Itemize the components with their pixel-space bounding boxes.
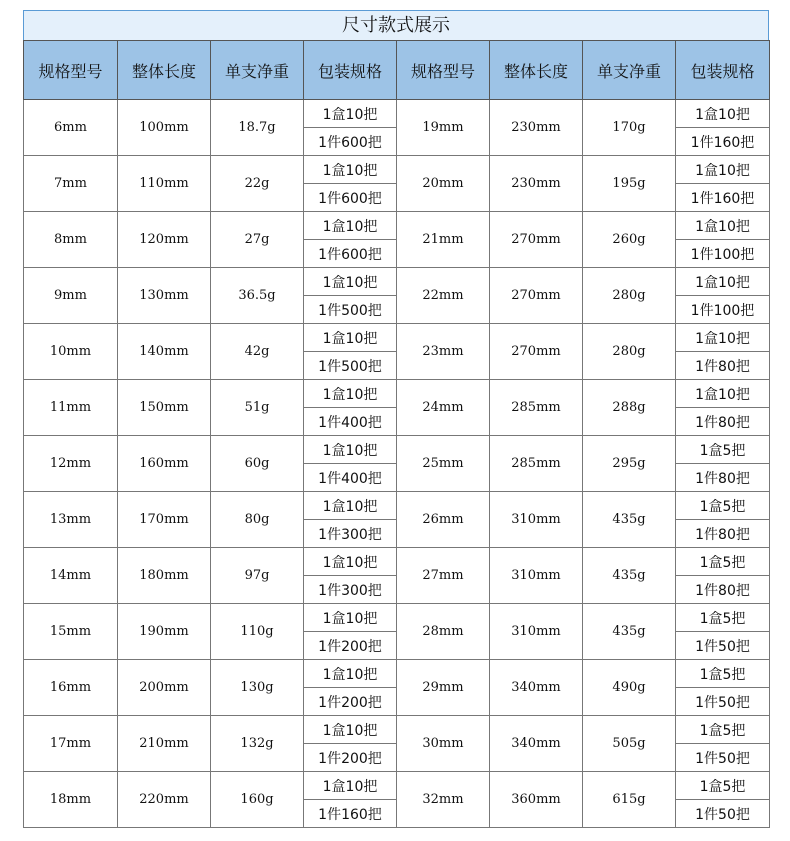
table-row [24, 604, 770, 632]
packaging-case-cell: 1件80把 [676, 352, 770, 380]
weight-cell: 22g [211, 156, 304, 212]
length-cell: 210mm [118, 716, 211, 772]
weight-cell: 60g [211, 436, 304, 492]
length-cell: 100mm [118, 100, 211, 156]
table-row [24, 492, 770, 520]
header-model: 规格型号 [24, 41, 118, 100]
model-cell: 17mm [24, 716, 118, 772]
packaging-case-cell: 1件80把 [676, 576, 770, 604]
packaging-box-cell: 1盒5把 [676, 436, 770, 464]
packaging-case-cell: 1件400把 [304, 464, 397, 492]
packaging-case-cell: 1件160把 [304, 800, 397, 828]
weight-cell: 80g [211, 492, 304, 548]
length-cell: 285mm [490, 380, 583, 436]
length-cell: 340mm [490, 716, 583, 772]
packaging-case-cell: 1件100把 [676, 296, 770, 324]
length-cell: 160mm [118, 436, 211, 492]
length-cell: 180mm [118, 548, 211, 604]
weight-cell: 36.5g [211, 268, 304, 324]
header-row [24, 41, 770, 100]
weight-cell: 260g [583, 212, 676, 268]
packaging-case-cell: 1件400把 [304, 408, 397, 436]
weight-cell: 490g [583, 660, 676, 716]
table-row [24, 436, 770, 464]
packaging-box-cell: 1盒10把 [304, 380, 397, 408]
packaging-case-cell: 1件80把 [676, 464, 770, 492]
weight-cell: 280g [583, 324, 676, 380]
spec-sheet [23, 10, 769, 828]
packaging-box-cell: 1盒10把 [304, 436, 397, 464]
packaging-box-cell: 1盒10把 [676, 268, 770, 296]
packaging-box-cell: 1盒10把 [304, 100, 397, 128]
weight-cell: 42g [211, 324, 304, 380]
packaging-box-cell: 1盒10把 [676, 324, 770, 352]
packaging-box-cell: 1盒10把 [304, 604, 397, 632]
packaging-case-cell: 1件500把 [304, 352, 397, 380]
length-cell: 140mm [118, 324, 211, 380]
length-cell: 230mm [490, 156, 583, 212]
packaging-box-cell: 1盒10把 [676, 212, 770, 240]
weight-cell: 435g [583, 492, 676, 548]
model-cell: 22mm [397, 268, 490, 324]
packaging-box-cell: 1盒10把 [304, 212, 397, 240]
packaging-box-cell: 1盒10把 [304, 716, 397, 744]
weight-cell: 160g [211, 772, 304, 828]
length-cell: 110mm [118, 156, 211, 212]
model-cell: 10mm [24, 324, 118, 380]
weight-cell: 97g [211, 548, 304, 604]
length-cell: 310mm [490, 492, 583, 548]
packaging-box-cell: 1盒5把 [676, 660, 770, 688]
model-cell: 27mm [397, 548, 490, 604]
length-cell: 285mm [490, 436, 583, 492]
model-cell: 18mm [24, 772, 118, 828]
packaging-box-cell: 1盒10把 [304, 772, 397, 800]
weight-cell: 18.7g [211, 100, 304, 156]
model-cell: 23mm [397, 324, 490, 380]
model-cell: 14mm [24, 548, 118, 604]
packaging-box-cell: 1盒5把 [676, 716, 770, 744]
header-weight: 单支净重 [583, 41, 676, 100]
packaging-case-cell: 1件80把 [676, 408, 770, 436]
model-cell: 29mm [397, 660, 490, 716]
model-cell: 6mm [24, 100, 118, 156]
table-row [24, 156, 770, 184]
model-cell: 20mm [397, 156, 490, 212]
length-cell: 270mm [490, 212, 583, 268]
packaging-case-cell: 1件300把 [304, 520, 397, 548]
packaging-case-cell: 1件160把 [676, 184, 770, 212]
header-packaging: 包装规格 [304, 41, 397, 100]
length-cell: 360mm [490, 772, 583, 828]
model-cell: 30mm [397, 716, 490, 772]
weight-cell: 130g [211, 660, 304, 716]
weight-cell: 288g [583, 380, 676, 436]
packaging-box-cell: 1盒10把 [676, 380, 770, 408]
model-cell: 8mm [24, 212, 118, 268]
packaging-case-cell: 1件160把 [676, 128, 770, 156]
length-cell: 150mm [118, 380, 211, 436]
table-row [24, 212, 770, 240]
packaging-case-cell: 1件300把 [304, 576, 397, 604]
weight-cell: 132g [211, 716, 304, 772]
length-cell: 170mm [118, 492, 211, 548]
header-packaging: 包装规格 [676, 41, 770, 100]
header-weight: 单支净重 [211, 41, 304, 100]
model-cell: 13mm [24, 492, 118, 548]
model-cell: 9mm [24, 268, 118, 324]
table-row [24, 716, 770, 744]
model-cell: 24mm [397, 380, 490, 436]
length-cell: 270mm [490, 324, 583, 380]
length-cell: 120mm [118, 212, 211, 268]
weight-cell: 110g [211, 604, 304, 660]
model-cell: 16mm [24, 660, 118, 716]
packaging-box-cell: 1盒10把 [304, 324, 397, 352]
packaging-box-cell: 1盒10把 [304, 660, 397, 688]
length-cell: 310mm [490, 548, 583, 604]
header-model: 规格型号 [397, 41, 490, 100]
weight-cell: 435g [583, 548, 676, 604]
packaging-case-cell: 1件200把 [304, 744, 397, 772]
table-body [24, 100, 770, 828]
length-cell: 130mm [118, 268, 211, 324]
table-row [24, 324, 770, 352]
packaging-box-cell: 1盒10把 [304, 156, 397, 184]
model-cell: 7mm [24, 156, 118, 212]
length-cell: 190mm [118, 604, 211, 660]
weight-cell: 280g [583, 268, 676, 324]
table-row [24, 380, 770, 408]
packaging-case-cell: 1件200把 [304, 632, 397, 660]
length-cell: 220mm [118, 772, 211, 828]
length-cell: 230mm [490, 100, 583, 156]
weight-cell: 170g [583, 100, 676, 156]
weight-cell: 435g [583, 604, 676, 660]
length-cell: 340mm [490, 660, 583, 716]
table-title: 尺寸款式展示 [23, 10, 769, 40]
weight-cell: 615g [583, 772, 676, 828]
packaging-box-cell: 1盒10把 [676, 156, 770, 184]
packaging-box-cell: 1盒10把 [304, 548, 397, 576]
packaging-case-cell: 1件200把 [304, 688, 397, 716]
packaging-case-cell: 1件50把 [676, 800, 770, 828]
length-cell: 270mm [490, 268, 583, 324]
model-cell: 25mm [397, 436, 490, 492]
model-cell: 32mm [397, 772, 490, 828]
packaging-box-cell: 1盒10把 [304, 492, 397, 520]
packaging-box-cell: 1盒5把 [676, 548, 770, 576]
weight-cell: 505g [583, 716, 676, 772]
table-row [24, 100, 770, 128]
packaging-case-cell: 1件600把 [304, 240, 397, 268]
packaging-box-cell: 1盒5把 [676, 604, 770, 632]
table-row [24, 772, 770, 800]
packaging-case-cell: 1件50把 [676, 688, 770, 716]
packaging-case-cell: 1件80把 [676, 520, 770, 548]
model-cell: 12mm [24, 436, 118, 492]
packaging-box-cell: 1盒5把 [676, 772, 770, 800]
packaging-case-cell: 1件50把 [676, 632, 770, 660]
table-row [24, 268, 770, 296]
packaging-case-cell: 1件50把 [676, 744, 770, 772]
model-cell: 11mm [24, 380, 118, 436]
model-cell: 26mm [397, 492, 490, 548]
weight-cell: 195g [583, 156, 676, 212]
weight-cell: 51g [211, 380, 304, 436]
model-cell: 21mm [397, 212, 490, 268]
table-row [24, 548, 770, 576]
weight-cell: 295g [583, 436, 676, 492]
packaging-box-cell: 1盒5把 [676, 492, 770, 520]
weight-cell: 27g [211, 212, 304, 268]
packaging-box-cell: 1盒10把 [304, 268, 397, 296]
model-cell: 15mm [24, 604, 118, 660]
packaging-case-cell: 1件500把 [304, 296, 397, 324]
packaging-case-cell: 1件100把 [676, 240, 770, 268]
table-row [24, 660, 770, 688]
model-cell: 19mm [397, 100, 490, 156]
header-length: 整体长度 [490, 41, 583, 100]
packaging-box-cell: 1盒10把 [676, 100, 770, 128]
length-cell: 310mm [490, 604, 583, 660]
spec-table [23, 40, 770, 828]
model-cell: 28mm [397, 604, 490, 660]
packaging-case-cell: 1件600把 [304, 128, 397, 156]
header-length: 整体长度 [118, 41, 211, 100]
length-cell: 200mm [118, 660, 211, 716]
packaging-case-cell: 1件600把 [304, 184, 397, 212]
